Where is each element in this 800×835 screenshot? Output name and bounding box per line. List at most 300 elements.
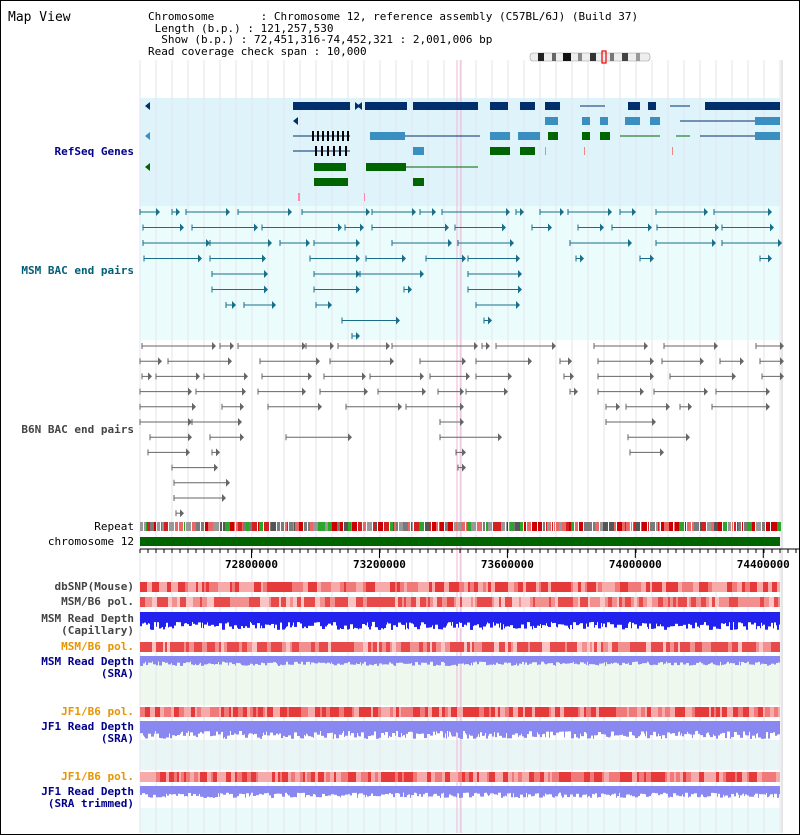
depth-bar <box>750 721 752 739</box>
depth-bar <box>184 612 185 624</box>
track-label-jf1-depth-trimmed[interactable]: JF1 Read Depth (SRA trimmed) <box>41 785 134 810</box>
bac-end-marker <box>644 342 648 350</box>
polymorphism-cell <box>594 642 597 652</box>
polymorphism-cell <box>450 642 452 652</box>
polymorphism-cell <box>544 772 548 782</box>
polymorphism-cell <box>191 642 194 652</box>
depth-bar <box>518 612 521 628</box>
polymorphism-cell <box>641 707 645 717</box>
depth-bar <box>300 721 301 738</box>
depth-bar <box>297 656 298 662</box>
polymorphism-cell <box>483 582 486 592</box>
polymorphism-cell <box>176 642 180 652</box>
polymorphism-cell <box>467 707 472 717</box>
depth-bar <box>162 786 165 796</box>
depth-bar <box>190 656 191 662</box>
polymorphism-cell <box>415 707 420 717</box>
polymorphism-cell <box>686 772 691 782</box>
repeat-block <box>771 522 775 531</box>
polymorphism-cell <box>267 582 272 592</box>
polymorphism-cell <box>598 582 600 592</box>
track-label-jf1-pol-1[interactable]: JF1/B6 pol. <box>61 705 134 718</box>
polymorphism-cell <box>735 772 737 782</box>
depth-bar <box>480 786 481 796</box>
polymorphism-cell <box>435 582 438 592</box>
depth-bar <box>661 721 662 739</box>
depth-bar <box>610 721 611 737</box>
polymorphism-cell <box>379 642 382 652</box>
repeat-block <box>230 522 234 531</box>
depth-bar <box>308 721 311 736</box>
repeat-block <box>575 522 578 531</box>
polymorphism-cell <box>312 582 317 592</box>
polymorphism-cell <box>663 597 668 607</box>
depth-bar <box>720 786 723 798</box>
polymorphism-cell <box>756 642 759 652</box>
polymorphism-cell <box>159 582 162 592</box>
depth-bar <box>497 786 498 795</box>
polymorphism-cell <box>194 642 198 652</box>
depth-bar <box>444 656 445 663</box>
depth-bar <box>537 612 539 626</box>
polymorphism-cell <box>639 597 643 607</box>
polymorphism-cell <box>258 582 261 592</box>
depth-bar <box>532 721 534 737</box>
polymorphism-cell <box>252 642 257 652</box>
depth-bar <box>449 786 451 794</box>
depth-bar <box>611 786 612 795</box>
depth-bar <box>562 786 563 798</box>
polymorphism-cell <box>418 582 420 592</box>
gene-block <box>548 132 558 140</box>
polymorphism-cell <box>757 597 760 607</box>
repeat-block <box>777 522 781 531</box>
polymorphism-cell <box>590 642 592 652</box>
depth-bar <box>441 656 444 662</box>
depth-bar <box>381 612 383 628</box>
depth-bar <box>260 721 261 739</box>
depth-bar <box>559 786 561 793</box>
polymorphism-cell <box>486 642 491 652</box>
gene-block <box>490 147 510 155</box>
polymorphism-cell <box>611 707 613 717</box>
depth-bar <box>651 786 652 794</box>
depth-bar <box>530 612 532 626</box>
polymorphism-cell <box>511 707 513 717</box>
repeat-block <box>184 522 185 531</box>
polymorphism-cell <box>580 707 582 717</box>
track-label-b6n-bac[interactable]: B6N BAC end pairs <box>21 423 134 436</box>
polymorphism-cell <box>319 642 324 652</box>
depth-bar <box>507 612 509 626</box>
depth-bar <box>364 721 366 738</box>
polymorphism-cell <box>185 582 188 592</box>
polymorphism-cell <box>488 582 491 592</box>
track-label-refseq[interactable]: RefSeq Genes <box>54 145 134 158</box>
repeat-block <box>559 522 562 531</box>
depth-bar <box>484 786 485 793</box>
track-label-msm-depth-capillary[interactable]: MSM Read Depth (Capillary) <box>41 612 134 637</box>
track-label-msm-pol-2[interactable]: MSM/B6 pol. <box>61 640 134 653</box>
depth-bar <box>432 612 433 625</box>
depth-bar <box>253 721 254 735</box>
repeat-block <box>633 522 634 531</box>
depth-bar <box>579 612 580 624</box>
polymorphism-cell <box>439 707 442 717</box>
depth-bar <box>200 656 201 663</box>
depth-bar <box>726 612 728 626</box>
polymorphism-cell <box>420 582 423 592</box>
track-label-msm-bac[interactable]: MSM BAC end pairs <box>21 264 134 277</box>
depth-bar <box>448 721 449 737</box>
depth-bar <box>545 656 547 664</box>
polymorphism-cell <box>198 582 202 592</box>
polymorphism-cell <box>227 642 231 652</box>
polymorphism-cell <box>391 772 393 782</box>
depth-bar <box>389 721 390 736</box>
polymorphism-cell <box>724 582 727 592</box>
depth-bar <box>678 612 680 626</box>
polymorphism-cell <box>231 772 235 782</box>
track-label-chromosome: chromosome 12 <box>47 535 134 548</box>
polymorphism-cell <box>605 597 608 607</box>
depth-bar <box>459 721 460 738</box>
polymorphism-cell <box>242 642 247 652</box>
depth-bar <box>262 721 263 736</box>
depth-bar <box>408 656 411 664</box>
polymorphism-cell <box>522 772 525 782</box>
repeat-block <box>325 522 328 531</box>
polymorphism-cell <box>363 642 368 652</box>
polymorphism-cell <box>256 707 258 717</box>
depth-bar <box>384 721 385 735</box>
depth-bar <box>401 721 402 733</box>
polymorphism-cell <box>566 582 571 592</box>
polymorphism-cell <box>529 707 532 717</box>
depth-bar <box>169 786 171 794</box>
depth-bar <box>469 656 471 665</box>
depth-bar <box>150 786 153 798</box>
depth-bar <box>402 721 403 736</box>
polymorphism-cell <box>778 707 780 717</box>
polymorphism-cell <box>647 597 652 607</box>
depth-bar <box>390 721 392 737</box>
polymorphism-cell <box>768 642 771 652</box>
depth-bar <box>548 612 551 627</box>
depth-bar <box>334 656 337 665</box>
polymorphism-cell <box>662 772 665 782</box>
polymorphism-cell <box>297 597 301 607</box>
depth-bar <box>549 786 550 794</box>
depth-bar <box>679 721 680 732</box>
bac-end-marker <box>504 388 508 396</box>
polymorphism-cell <box>276 597 279 607</box>
repeat-block <box>562 522 566 531</box>
polymorphism-cell <box>538 772 540 782</box>
depth-bar <box>739 786 740 798</box>
polymorphism-cell <box>712 582 714 592</box>
depth-bar <box>508 656 511 663</box>
depth-bar <box>181 612 184 626</box>
depth-bar <box>517 656 518 666</box>
polymorphism-cell <box>728 642 732 652</box>
polymorphism-cell <box>714 707 716 717</box>
depth-bar <box>359 786 360 793</box>
polymorphism-cell <box>599 707 603 717</box>
depth-bar <box>574 656 575 664</box>
depth-bar <box>552 786 553 797</box>
depth-bar <box>278 721 279 735</box>
polymorphism-cell <box>528 642 530 652</box>
depth-bar <box>717 786 718 797</box>
depth-bar <box>257 721 260 738</box>
depth-bar <box>582 786 583 795</box>
polymorphism-cell <box>674 772 676 782</box>
polymorphism-cell <box>425 707 428 717</box>
polymorphism-cell <box>330 707 332 717</box>
depth-bar <box>176 612 178 622</box>
repeat-block <box>208 522 213 531</box>
depth-bar <box>185 656 186 663</box>
polymorphism-cell <box>491 582 495 592</box>
gene-block <box>314 163 346 171</box>
depth-bar <box>584 656 585 664</box>
repeat-block <box>456 522 457 531</box>
depth-bar <box>384 612 386 628</box>
depth-bar <box>271 612 274 624</box>
depth-bar <box>744 786 745 796</box>
repeat-block <box>249 522 252 531</box>
polymorphism-cell <box>306 707 308 717</box>
polymorphism-cell <box>398 597 402 607</box>
polymorphism-cell <box>682 582 684 592</box>
polymorphism-cell <box>230 582 232 592</box>
depth-bar <box>333 612 336 622</box>
polymorphism-cell <box>359 707 364 717</box>
depth-bar <box>384 656 387 664</box>
depth-bar <box>694 786 697 793</box>
polymorphism-cell <box>707 642 711 652</box>
repeat-block <box>604 522 608 531</box>
polymorphism-cell <box>472 707 475 717</box>
depth-bar <box>381 786 383 795</box>
depth-bar <box>559 721 562 732</box>
depth-bar <box>466 656 469 664</box>
depth-bar <box>344 612 347 626</box>
bac-end-marker <box>188 388 192 396</box>
depth-bar <box>690 721 692 735</box>
polymorphism-cell <box>462 772 465 782</box>
depth-bar <box>499 612 500 628</box>
polymorphism-cell <box>253 707 256 717</box>
polymorphism-cell <box>366 772 368 782</box>
gene-block <box>545 117 558 125</box>
polymorphism-cell <box>588 772 590 782</box>
polymorphism-cell <box>772 582 777 592</box>
polymorphism-cell <box>171 582 173 592</box>
depth-bar <box>399 656 402 663</box>
track-label-msm-pol-1[interactable]: MSM/B6 pol. <box>61 595 134 608</box>
depth-bar <box>494 721 495 732</box>
depth-bar <box>663 786 666 793</box>
depth-bar <box>227 612 229 622</box>
depth-bar <box>695 721 696 731</box>
polymorphism-cell <box>148 772 152 782</box>
polymorphism-cell <box>486 582 488 592</box>
depth-bar <box>385 721 388 732</box>
polymorphism-cell <box>202 582 204 592</box>
polymorphism-cell <box>658 707 662 717</box>
depth-bar <box>673 786 676 793</box>
depth-bar <box>564 612 565 625</box>
polymorphism-cell <box>429 582 432 592</box>
depth-bar <box>599 656 602 664</box>
marker <box>545 147 546 155</box>
polymorphism-cell <box>303 772 305 782</box>
depth-bar <box>282 612 285 630</box>
depth-bar <box>619 656 622 665</box>
depth-bar <box>451 721 452 735</box>
depth-bar <box>628 656 629 663</box>
polymorphism-cell <box>351 582 356 592</box>
depth-bar <box>613 721 614 732</box>
depth-bar <box>247 612 250 628</box>
depth-bar <box>640 786 641 794</box>
depth-bar <box>316 786 319 797</box>
polymorphism-cell <box>275 772 278 782</box>
depth-bar <box>421 721 424 734</box>
repeat-block <box>538 522 542 531</box>
depth-bar <box>704 612 706 622</box>
bac-end-marker <box>528 357 532 365</box>
polymorphism-cell <box>525 772 529 782</box>
repeat-block <box>584 522 588 531</box>
depth-bar <box>493 612 494 622</box>
polymorphism-cell <box>205 707 210 717</box>
depth-bar <box>763 612 765 625</box>
depth-bar <box>314 721 317 732</box>
depth-bar <box>501 786 503 798</box>
polymorphism-cell <box>592 582 594 592</box>
depth-bar <box>227 721 230 736</box>
depth-bar <box>722 656 723 665</box>
polymorphism-cell <box>198 642 202 652</box>
polymorphism-cell <box>335 597 338 607</box>
gene-block <box>755 132 780 140</box>
depth-bar <box>565 656 567 664</box>
depth-bar <box>658 786 660 795</box>
depth-bar <box>646 721 647 731</box>
track-label-dbsnp[interactable]: dbSNP(Mouse) <box>54 580 134 593</box>
bac-end-marker <box>766 388 770 396</box>
bac-end-marker <box>390 357 394 365</box>
polymorphism-cell <box>476 642 479 652</box>
depth-bar <box>183 786 184 794</box>
depth-bar <box>467 721 469 739</box>
depth-bar <box>425 786 428 793</box>
polymorphism-cell <box>205 772 207 782</box>
depth-bar <box>722 721 725 733</box>
polymorphism-cell <box>361 597 363 607</box>
polymorphism-cell <box>539 582 541 592</box>
depth-bar <box>527 721 529 734</box>
polymorphism-cell <box>395 772 398 782</box>
track-label-jf1-pol-2[interactable]: JF1/B6 pol. <box>61 770 134 783</box>
depth-bar <box>313 721 314 738</box>
polymorphism-cell <box>775 642 780 652</box>
exon <box>339 146 341 156</box>
polymorphism-cell <box>373 642 375 652</box>
repeat-block <box>164 522 168 531</box>
depth-bar <box>353 656 356 665</box>
depth-bar <box>451 656 454 665</box>
depth-bar <box>256 786 259 795</box>
repeat-block <box>622 522 625 531</box>
depth-bar <box>445 721 446 733</box>
track-label-jf1-depth-sra[interactable]: JF1 Read Depth (SRA) <box>41 720 134 745</box>
depth-bar <box>188 656 190 662</box>
polymorphism-cell <box>264 597 269 607</box>
depth-bar <box>145 656 146 662</box>
depth-bar <box>397 786 399 793</box>
track-label-msm-depth-sra[interactable]: MSM Read Depth (SRA) <box>41 655 134 680</box>
polymorphism-cell <box>555 707 560 717</box>
depth-bar <box>576 786 579 794</box>
polymorphism-cell <box>157 597 162 607</box>
depth-bar <box>704 786 707 797</box>
depth-bar <box>288 612 290 622</box>
repeat-block <box>318 522 319 531</box>
polymorphism-cell <box>582 642 587 652</box>
polymorphism-cell <box>518 707 523 717</box>
depth-bar <box>433 786 434 795</box>
depth-bar <box>300 612 302 624</box>
polymorphism-cell <box>307 597 312 607</box>
depth-bar <box>560 656 562 664</box>
depth-bar <box>579 786 582 797</box>
depth-bar <box>700 786 701 797</box>
depth-bar <box>492 721 494 737</box>
depth-bar <box>400 786 403 797</box>
polymorphism-cell <box>697 642 702 652</box>
depth-bar <box>575 656 577 664</box>
repeat-block <box>270 522 271 531</box>
polymorphism-cell <box>286 597 290 607</box>
polymorphism-cell <box>210 707 214 717</box>
polymorphism-cell <box>282 772 285 782</box>
depth-bar <box>556 656 559 662</box>
polymorphism-cell <box>226 772 231 782</box>
depth-bar <box>213 786 215 798</box>
polymorphism-cell <box>367 707 371 717</box>
polymorphism-cell <box>390 707 393 717</box>
polymorphism-cell <box>647 707 651 717</box>
repeat-block <box>344 522 348 531</box>
depth-bar <box>700 721 703 735</box>
polymorphism-cell <box>606 582 611 592</box>
depth-bar <box>225 656 228 663</box>
depth-bar <box>527 786 528 797</box>
polymorphism-cell <box>152 642 156 652</box>
polymorphism-cell <box>356 642 360 652</box>
depth-bar <box>463 721 465 731</box>
depth-bar <box>172 656 175 665</box>
depth-bar <box>243 612 245 628</box>
repeat-block <box>595 522 599 531</box>
polymorphism-cell <box>265 707 267 717</box>
polymorphism-cell <box>737 582 742 592</box>
depth-bar <box>184 786 185 796</box>
